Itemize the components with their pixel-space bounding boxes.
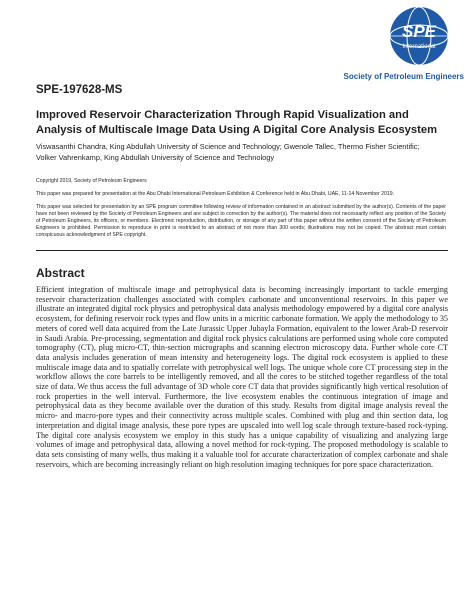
- logo-emblem-text: SPE: [401, 22, 437, 41]
- abstract-text: Efficient integration of multiscale image and petrophysical data is becoming increasingly important to tackle emerging reservoir characterization challenges associated with complex carbonate and unconventional reservoirs. In this paper we illustrate an integrated digital rock physics and petrophysical data analysis methodology empowered by a digital core analysis ecosystem, for defining reservoir rock types and flow units in a micritic carbonate formation. We apply the methodology to 35 meters of cored well data acquired from the Late Jurassic Upper Jubayla Formation, equivalent to the lower Arab-D reservoir in Saudi Arabia. Pre-processing, segmentation and digital rock physics calculations are performed using whole core computed tomography (CT), plug micro-CT, thin-section micrographs and scanning electron microscopy data. Further whole core CT data analysis includes generation of mean intensity and heterogeneity logs. The digital rock ecosystem is applied to these multiscale image data and to spatially correlate with petrophysical well logs. The unique whole core CT processing step in the workflow allows the core barrels to be intelligently removed, and all the cores to be stitched together regardless of the total size of data. We thus access the full advantage of 3D whole core CT data that provides significantly high vertical resolution of rock properties in the well interval. Furthermore, the live ecosystem enables the continuous integration of image and petrophysical data as they become available over the duration of this study. Results from digital image analysis reveal the micro- and macro-pore types and their connectivity across multiple scales. Combined with plug and thin section data, log interpretation and digital image analysis, these pore types are upscaled into well log scale through texture-based rock-typing. The digital core analysis ecosystem we employ in this study has a unique capability of visualizing and analyzing large volumes of image and petrophysical data, allowing a novel method for rock-typing. The proposed methodology is scalable to data sets consisting of many wells, thus making it a valuable tool for accurate characterization of complex carbonate and shale reservoirs, which are becoming increasingly reliant on high resolution imaging techniques for pore space characterization.: [36, 285, 448, 469]
- abstract-heading: Abstract: [36, 266, 85, 280]
- section-divider: [36, 250, 448, 251]
- presentation-note: This paper was prepared for presentation at the Abu Dhabi International Petroleum Exhibition & Conference held in Abu Dhabi, UAE, 11-14 November 2019.: [36, 191, 395, 197]
- paper-id: SPE-197628-MS: [36, 84, 123, 96]
- author-list: Viswasanthi Chandra, King Abdullah University of Science and Technology; Gwenole Tallec, Thermo Fisher Scientific; Volker Vahrenkamp, King Abdullah University of Science and Technology: [36, 142, 420, 162]
- legal-notice: This paper was selected for presentation by an SPE program committee following review of information contained in an abstract submitted by the author(s). Contents of the paper have not been reviewed by the Society of Petroleum Engineers and are subject to correction by the author(s). The material does not necessarily reflect any position of the Society of Petroleum Engineers, its officers, or members. Electronic reproduction, distribution, or storage of any part of this paper without the written consent of the Society of Petroleum Engineers is prohibited. Permission to reproduce in print is restricted to an abstract of not more than 300 words; illustrations may not be copied. The abstract must contain conspicuous acknowledgment of SPE copyright.: [36, 204, 446, 238]
- logo-emblem-subtext: International: [402, 44, 436, 50]
- spe-logo: [304, 4, 464, 84]
- spe-globe-icon: [374, 4, 464, 68]
- paper-title: Improved Reservoir Characterization Through Rapid Visualization and Analysis of Multiscale Image Data Using A Digital Core Analysis Ecosystem: [36, 109, 438, 136]
- copyright-notice: Copyright 2019, Society of Petroleum Engineers: [36, 178, 147, 184]
- society-name: Society of Petroleum Engineers: [343, 72, 464, 81]
